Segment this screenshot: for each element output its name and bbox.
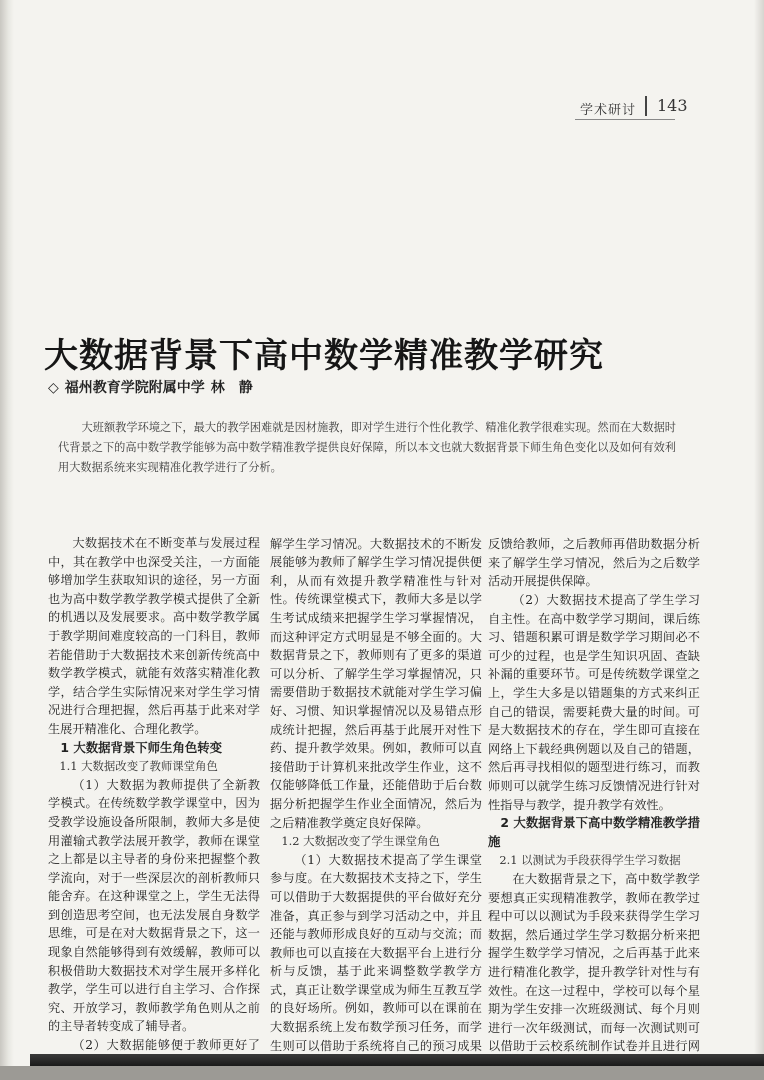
header-section-name: 学术研讨 [580,103,637,118]
column-2-flow [48,534,260,1054]
author-name: 林 静 [210,380,253,396]
header-separator [645,96,647,116]
author-line [48,377,648,397]
author-affiliation: 福州教育学院附属中学 [64,380,205,396]
scan-edge-shadow-right [754,0,764,1080]
running-header [560,96,710,120]
header-rule [575,119,675,120]
page-bottom-bar [30,1054,764,1066]
body-paragraph: 在大数据背景之下，高中数学教学要想真正实现精准教学，教师在教学过程中可以以测试为手段来获得学生学习数据，然后通过学生学习数据分析来把握学生数学学习情况，之后再基于此来进行精准化教学，提升教学针对性与有效性。在这一过程中，学校可以每个星期为学生安排一次班级测试、每个月则进行一次年级测试，而每一次测试则可以借助于云校系统制作试卷并且进行网 [488,871,700,1054]
article-title: 大数据背景下高中数学精准教学研究 [44,336,604,376]
body-column-1 [48,534,260,1054]
subsection-heading: 1.2 大数据改变了学生课堂角色 [281,834,440,849]
column-2-flow [270,534,482,1054]
article-abstract: 大班额教学环境之下，最大的教学困难就是因材施教，即对学生进行个性化教学、精准化教学很难实现。然而在大数据时代背景之下的高中数学教学能够为高中数学精准教学提供良好保障，所以本文也就大数据背景下师生角色变化以及如何有效利用大数据系统来实现精准化教学进行了分析。 [58,421,676,474]
body-paragraph: （1）大数据技术提高了学生课堂参与度。在大数据技术支持之下，学生可以借助于大数据提供的平台做好充分准备，真正参与到学习活动之中，并且还能与教师形成良好的互动与交流；而教师也可以直接在大数据平台上进行分析与反馈，基于此来调整数学教学方式，真正让数学课堂成为师生互教互学的良好场所。例如，教师可以在课前在大数据系统上发布数学预习任务，而学生则可以借助于系统将自己的预习成果 [270,852,482,1053]
body-paragraph: 反馈给教师，之后教师再借助数据分析来了解学生学习情况，然后为之后数学活动开展提供保障。 [488,537,700,589]
author-marker: ◇ [48,380,59,396]
section-heading: 2 大数据背景下高中数学精准教学措施 [488,815,700,849]
body-column-3 [488,534,700,1054]
body-paragraph: （2）大数据能够便于教师更好了 [72,1038,260,1053]
section-heading: 1 大数据背景下师生角色转变 [60,739,223,755]
page-number: 143 [657,96,688,115]
body-paragraph: 解学生学习情况。大数据技术的不断发展能够为教师了解学生学习情况提供便利，从而有效提升教学精准性与针对性。传统课堂模式下，教师大多是以学生考试成绩来把握学生学习掌握情况，而这种评定方式明显是不够全面的。大数据背景之下，教师则有了更多的渠道可以分析、了解学生学习掌握情况，只需要借助于数据技术就能对学生学习偏好、习惯、知识掌握情况以及易错点形成统计把握，然后再基于此展开对性下药、提升教学效果。例如，教师可以直接借助于计算机来批改学生作业，这不仅能够降低工作量，还能借助于后台数据分析把握学生作业全面情况，然后为之后精准教学奠定良好保障。 [270,536,482,830]
body-paragraph: 大数据技术在不断变革与发展过程中，其在教学中也深受关注，一方面能够增加学生获取知识的途径，另一方面也为高中数学教学教学模式提供了全新的机遇以及发展要求。高中数学教学属于教学期间难度较高的一门科目，教师若能借助于大数据技术来创新传统高中数学教学模式，就能有效落实精准化教学，结合学生实际情况来对学生学习情况进行合理把握，然后再基于此来对学生展开精准化、合理化教学。 [48,536,260,736]
body-paragraph: （2）大数据技术提高了学生学习自主性。在高中数学学习期间，课后练习、错题积累可谓是数学学习期间必不可少的过程，也是学生知识巩固、查缺补漏的重要环节。可是传统数学课堂之上，学生大多是以错题集的方式来纠正自己的错误，需要耗费大量的时间。可是大数据技术的存在，学生即可直接在网络上下载经典例题以及自己的错题，然后再寻找相似的题型进行练习，而教师则可以就学生练习反馈情况进行针对性指导与教学，提升教学有效性。 [488,593,700,812]
subsection-heading: 1.1 大数据改变了教师课堂角色 [59,759,218,774]
scan-edge-shadow-left [0,0,14,1080]
body-column-2 [270,534,482,1054]
subsection-heading: 2.1 以测试为手段获得学生学习数据 [499,853,681,868]
column-2-flow [488,534,700,1054]
body-paragraph: （1）大数据为教师提供了全新教学模式。在传统数学教学课堂中，因为受教学设施设备所限制，教师大多是使用灌输式教学法展开教学，教师在课堂之上都是以主导者的身份来把握整个教学流向，对于一些深层次的剖析教师只能舍弃。在这种课堂之上，学生无法得到创造思考空间，也无法发展自身数学思维，可是在对大数据背景之下，这一现象自然能够得到有效缓解，教师可以积极借助大数据技术对学生展开多样化教学，学生可以进行自主学习、合作探究、开放学习，教师教学角色则从之前的主导者转变成了辅导者。 [48,777,260,1034]
scan-bottom-edge [0,1066,764,1080]
